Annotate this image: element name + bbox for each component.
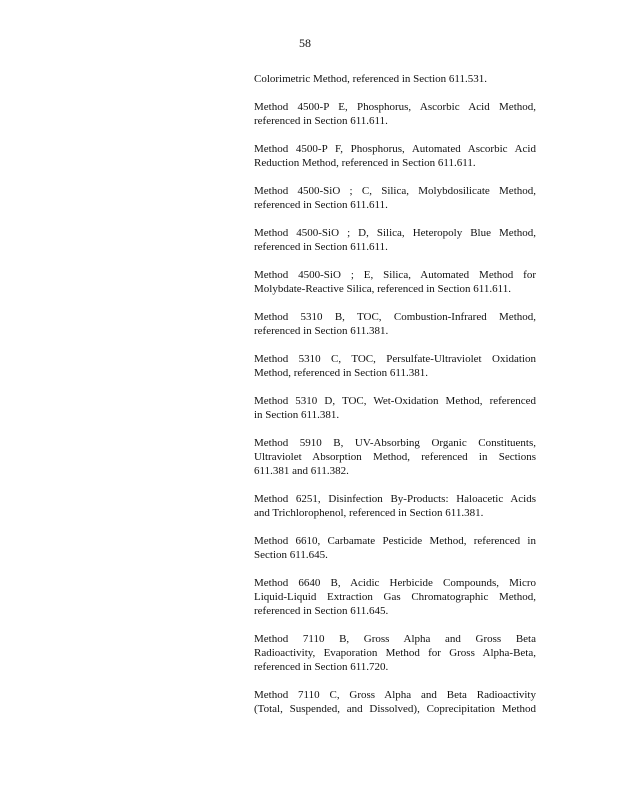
reference-entry <box>254 534 536 562</box>
reference-entry <box>254 352 536 380</box>
reference-line: Ultraviolet Absorption Method, referenced in Sections <box>254 451 536 463</box>
reference-entry <box>254 394 536 422</box>
reference-line: referenced in Section 611.611. <box>254 115 388 127</box>
reference-entry <box>254 310 536 338</box>
reference-line: Method 5910 B, UV-Absorbing Organic Constituents, <box>254 437 536 449</box>
reference-entry <box>254 632 536 674</box>
reference-entry <box>254 184 536 212</box>
reference-line: Method 7110 C, Gross Alpha and Beta Radioactivity <box>254 689 536 701</box>
reference-line: Method 4500-P E, Phosphorus, Ascorbic Acid Method, <box>254 101 536 113</box>
reference-line: Method 7110 B, Gross Alpha and Gross Beta <box>254 633 536 645</box>
reference-entry <box>254 100 536 128</box>
reference-line: and Trichlorophenol, referenced in Section 611.381. <box>254 507 484 519</box>
reference-entry <box>254 688 536 716</box>
reference-line: Colorimetric Method, referenced in Section 611.531. <box>254 73 487 85</box>
reference-line: Radioactivity, Evaporation Method for Gross Alpha-Beta, <box>254 647 536 659</box>
reference-line: Section 611.645. <box>254 549 328 561</box>
reference-line: Method 4500-SiO ; C, Silica, Molybdosilicate Method, <box>254 185 536 197</box>
reference-line: Method 5310 D, TOC, Wet-Oxidation Method, referenced <box>254 395 536 407</box>
reference-line: Liquid-Liquid Extraction Gas Chromatographic Method, <box>254 591 536 603</box>
reference-line: Method 6640 B, Acidic Herbicide Compounds, Micro <box>254 577 536 589</box>
reference-line: referenced in Section 611.611. <box>254 241 388 253</box>
reference-line: Method 4500-SiO ; D, Silica, Heteropoly Blue Method, <box>254 227 536 239</box>
reference-entry <box>254 226 536 254</box>
reference-line: referenced in Section 611.720. <box>254 661 389 673</box>
reference-line: Method 6610, Carbamate Pesticide Method, referenced in <box>254 535 536 547</box>
reference-entry <box>254 268 536 296</box>
reference-entry <box>254 492 536 520</box>
reference-line: Method, referenced in Section 611.381. <box>254 367 429 379</box>
reference-line: in Section 611.381. <box>254 409 340 421</box>
reference-list <box>254 72 536 730</box>
reference-entry <box>254 72 536 86</box>
reference-line: 611.381 and 611.382. <box>254 465 349 477</box>
reference-entry <box>254 436 536 478</box>
reference-line: referenced in Section 611.611. <box>254 199 388 211</box>
page-number: 58 <box>299 36 311 50</box>
reference-entry <box>254 142 536 170</box>
reference-line: Method 4500-SiO ; E, Silica, Automated Method for <box>254 269 536 281</box>
reference-line: Molybdate-Reactive Silica, referenced in Section 611.611. <box>254 283 511 295</box>
reference-entry <box>254 576 536 618</box>
reference-line: Method 5310 B, TOC, Combustion-Infrared Method, <box>254 311 536 323</box>
reference-line: Method 4500-P F, Phosphorus, Automated Ascorbic Acid <box>254 143 536 155</box>
reference-line: Reduction Method, referenced in Section 611.611. <box>254 157 476 169</box>
reference-line: (Total, Suspended, and Dissolved), Coprecipitation Method <box>254 703 536 715</box>
reference-line: Method 6251, Disinfection By-Products: Haloacetic Acids <box>254 493 536 505</box>
reference-line: referenced in Section 611.645. <box>254 605 389 617</box>
reference-line: referenced in Section 611.381. <box>254 325 389 337</box>
reference-line: Method 5310 C, TOC, Persulfate-Ultraviolet Oxidation <box>254 353 536 365</box>
